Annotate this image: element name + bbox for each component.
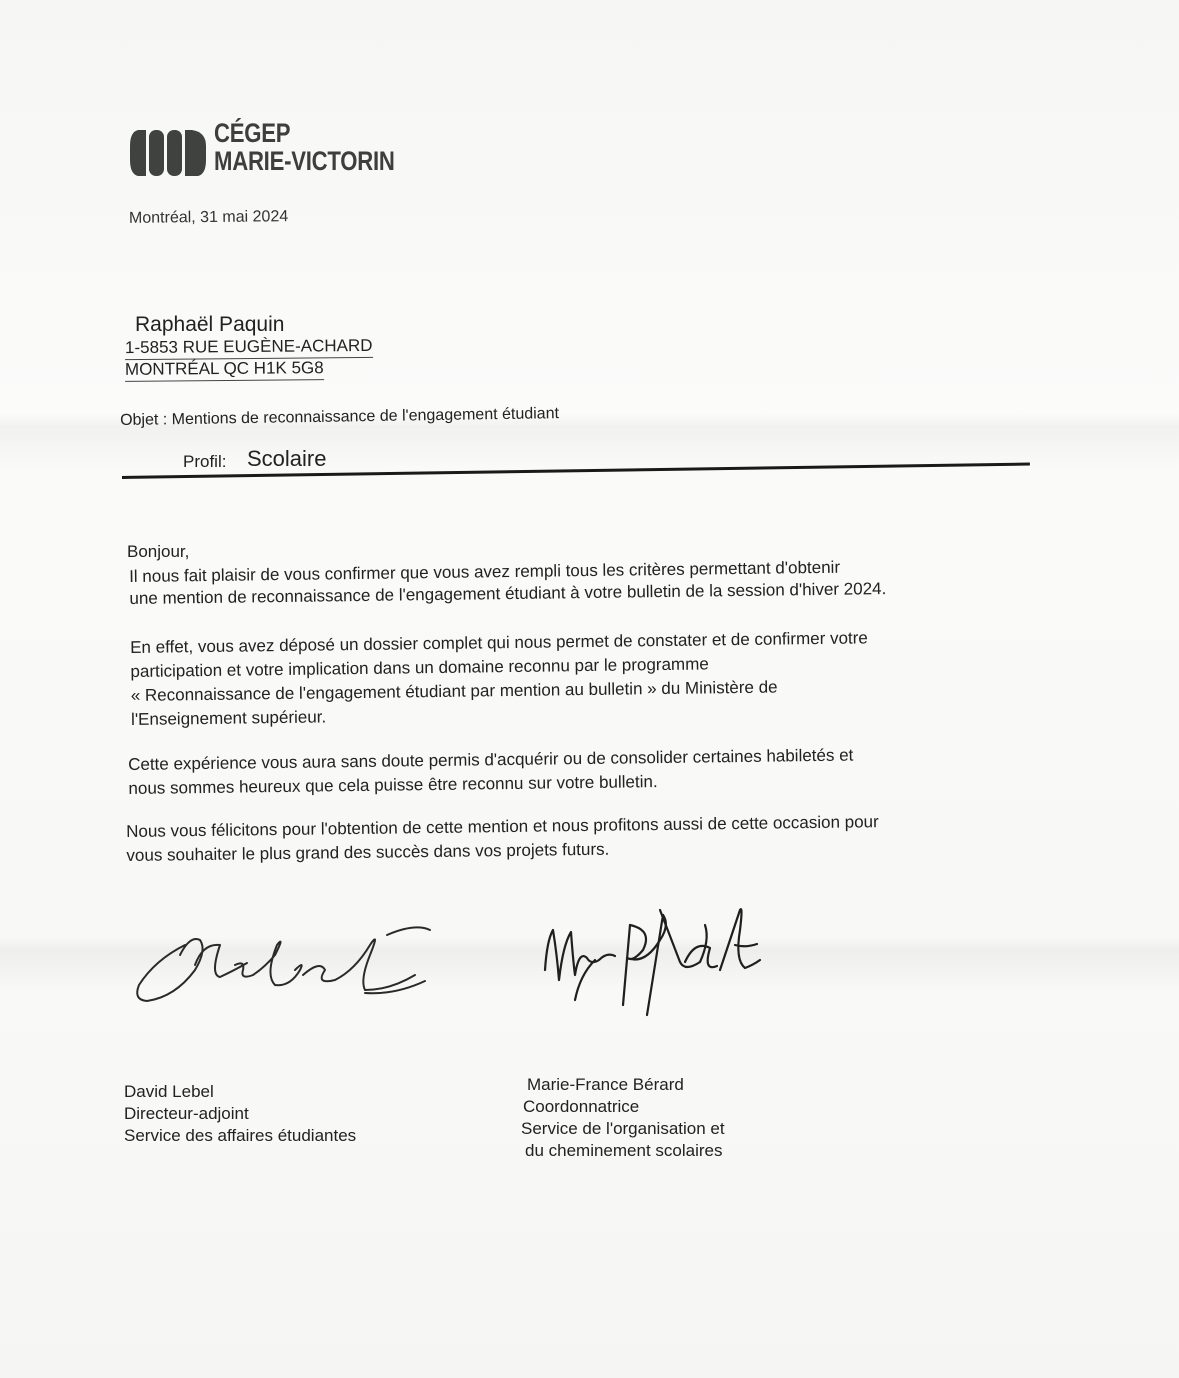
signatory-service: Service de l'organisation et — [521, 1119, 725, 1138]
paragraph-3 — [128, 744, 854, 801]
recipient-address-line-1: 1-5853 RUE EUGÈNE-ACHARD — [125, 336, 373, 360]
recipient-name: Raphaël Paquin — [135, 313, 285, 336]
paragraph-1 — [129, 556, 886, 610]
signatory-name: David Lebel — [124, 1082, 214, 1101]
logo-line-2: MARIE-VICTORIN — [214, 146, 395, 176]
paragraph-line: une mention de reconnaissance de l'engagement étudiant à votre bulletin de la session d'hiver 2024. — [129, 579, 887, 608]
profile-value: Scolaire — [247, 446, 327, 471]
paragraph-line: l'Enseignement supérieur. — [130, 707, 327, 729]
paragraph-line: nous sommes heureux que cela puisse être reconnu sur votre bulletin. — [128, 772, 658, 798]
paragraph-line: Il nous fait plaisir de vous confirmer que vous avez rempli tous les critères permettant d'obtenir — [129, 557, 841, 586]
paragraph-line: participation et votre implication dans un domaine reconnu par le programme — [130, 654, 709, 681]
signatory-service: Service des affaires étudiantes — [124, 1126, 357, 1145]
signatory-service: du cheminement scolaires — [525, 1141, 723, 1160]
cegep-logo-icon — [128, 126, 208, 180]
signatory-block-1 — [124, 1081, 356, 1147]
signatory-block-2 — [521, 1074, 725, 1162]
letter-date: Montréal, 31 mai 2024 — [128, 208, 289, 227]
recipient-address-line-2: MONTRÉAL QC H1K 5G8 — [125, 358, 324, 382]
logo-line-1: CÉGEP — [214, 118, 291, 148]
profile-label: Profil: — [183, 452, 227, 471]
paragraph-line: Cette expérience vous aura sans doute permis d'acquérir ou de consolider certaines habiletés et — [128, 745, 854, 774]
paragraph-line: « Reconnaissance de l'engagement étudiant par mention au bulletin » du Ministère de — [130, 677, 778, 705]
paragraph-2 — [130, 626, 869, 732]
paragraph-line: vous souhaiter le plus grand des succès dans vos projets futurs. — [126, 839, 610, 865]
paragraph-4 — [126, 810, 879, 868]
greeting: Bonjour, — [127, 542, 190, 561]
subject-line: Objet : Mentions de reconnaissance de l'engagement étudiant — [120, 405, 560, 429]
paragraph-line: En effet, vous avez déposé un dossier complet qui nous permet de constater et de confirmer votre — [130, 628, 868, 657]
paragraph-line: Nous vous félicitons pour l'obtention de cette mention et nous profitons aussi de cette occasion pour — [126, 812, 879, 841]
signature-david-lebel — [125, 915, 435, 1015]
signature-marie-france-berard — [535, 900, 765, 1020]
signatory-title: Coordonnatrice — [523, 1097, 640, 1116]
logo-wordmark — [214, 119, 395, 175]
signatory-name: Marie-France Bérard — [527, 1075, 684, 1094]
signatory-title: Directeur-adjoint — [124, 1104, 249, 1123]
